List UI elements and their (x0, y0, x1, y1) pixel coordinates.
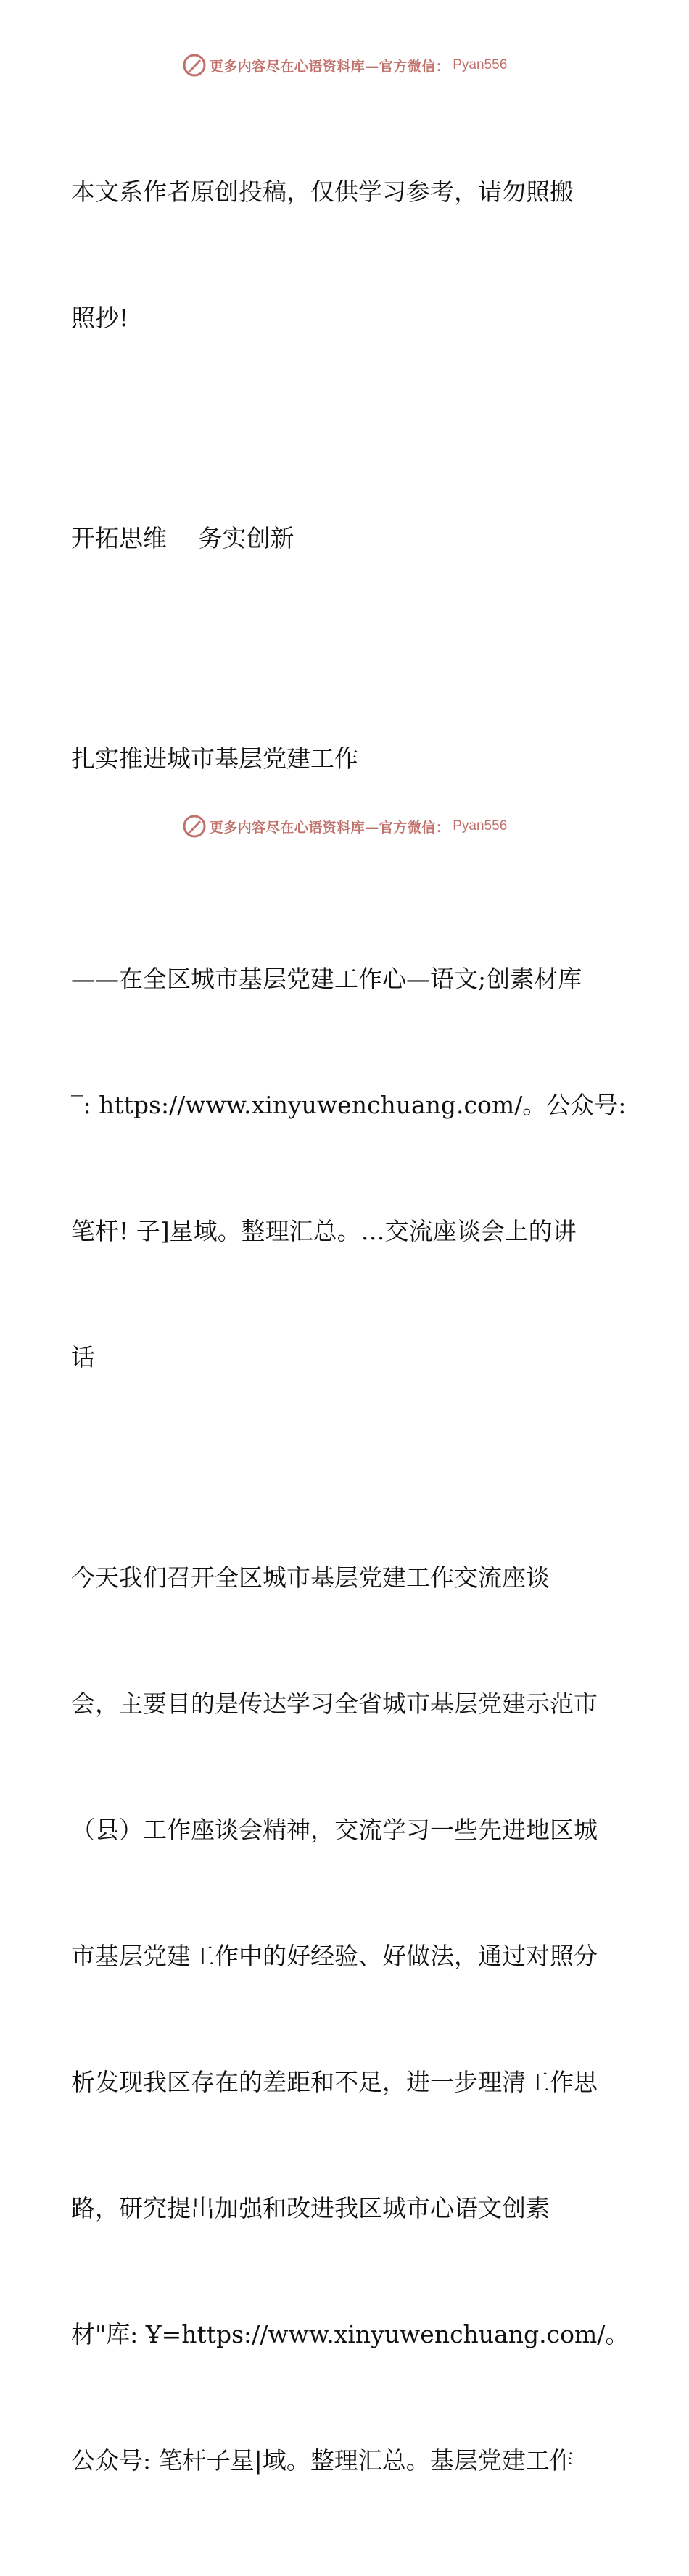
footer-banner-text: 更多内容尽在心语资料库—官方微信： (209, 819, 450, 836)
paragraph (71, 87, 622, 423)
paragraph (71, 433, 622, 644)
text-line: 今天我们召开全区城市基层党建工作交流座谈 (71, 1563, 550, 1592)
text-line: 开拓思维 务实创新 (71, 524, 294, 552)
text-line: 话 (71, 1343, 95, 1371)
text-line: 析发现我区存在的差距和不足，进一步理清工作思 (71, 2068, 598, 2096)
text-line: 会，主要目的是传达学习全省城市基层党建示范市 (71, 1690, 598, 1718)
text-line: 材"库: Ұ=https://www.xinyuwenchuang.com/。 (71, 2320, 630, 2348)
text-line: ——在全区城市基层党建工作心—语文;创素材库 (71, 965, 582, 993)
header-banner (0, 51, 689, 80)
header-banner-text: 更多内容尽在心语资料库—官方微信： (209, 58, 450, 75)
footer-banner (0, 812, 689, 841)
text-line: 扎实推进城市基层党建工作 (71, 744, 358, 773)
quill-logo-icon (182, 53, 207, 78)
paragraph (71, 1473, 630, 2566)
text-line: ‾: https://www.xinyuwenchuang.com/。公众号: (71, 1091, 627, 1119)
quill-logo-icon (182, 814, 207, 839)
text-line: 照抄! (71, 304, 129, 332)
text-line: 市基层党建工作中的好经验、好做法，通过对照分 (71, 1942, 598, 1970)
paragraph (71, 874, 627, 1463)
text-line: 笔杆! 子]星域。整理汇总。…交流座谈会上的讲 (71, 1217, 577, 1245)
document-body (71, 87, 630, 2576)
text-line: 本文系作者原创投稿，仅供学习参考，请勿照搬 (71, 178, 574, 206)
text-line: 公众号: 笔杆子星|域。整理汇总。基层党建工作 (71, 2446, 574, 2475)
footer-banner-id: Pyan556 (453, 818, 508, 834)
text-line: （县）工作座谈会精神，交流学习一些先进地区城 (71, 1816, 598, 1844)
text-line: 路，研究提出加强和改进我区城市心语文创素 (71, 2194, 550, 2222)
header-banner-id: Pyan556 (453, 57, 508, 72)
